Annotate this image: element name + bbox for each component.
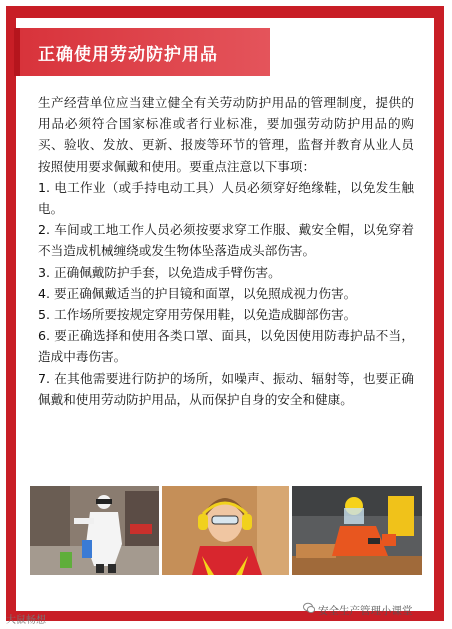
account-name: 安全生产管理小课堂 [318, 605, 413, 617]
list-item: 4. 要正确佩戴适当的护目镜和面罩，以免照成视力伤害。 [38, 285, 357, 301]
intro-paragraph: 生产经营单位应当建立健全有关劳动防护用品的管理制度，提供的用品必须符合国家标准或者行业标准，要加强劳动防护用品的购买、验收、发放、更新、报废等环节的管理，监督并教育从业人员按照使用要求佩戴和使用。要重点注意以下事项： [38, 95, 414, 174]
section-title-banner [14, 28, 270, 76]
photo-strip [30, 486, 422, 575]
list-item: 7. 在其他需要进行防护的场所，如噪声、振动、辐射等，也要正确佩戴和使用劳动防护用品，从而保护自身的安全和健康。 [38, 370, 414, 407]
list-item: 5. 工作场所要按规定穿用劳保用鞋，以免造成脚部伤害。 [38, 307, 357, 323]
list-item: 3. 正确佩戴防护手套，以免造成手臂伤害。 [38, 264, 281, 280]
article-body [38, 92, 414, 410]
watermark-text: 大鼠畅想 [6, 615, 46, 626]
photo-worker-earmuffs-goggles [162, 486, 289, 575]
photo-worker-protective-suit [30, 486, 159, 575]
wechat-icon [303, 602, 315, 614]
list-item: 2. 车间或工地工作人员必须按要求穿工作服、戴安全帽，以免穿着不当造成机械缠绕或发生物体坠落造成头部伤害。 [38, 222, 414, 259]
list-item: 6. 要正确选择和使用各类口罩、面具，以免因使用防毒护品不当，造成中毒伤害。 [38, 328, 414, 365]
photo-worker-face-shield [292, 486, 422, 575]
list-item: 1. 电工作业（或手持电动工具）人员必须穿好绝缘鞋，以免发生触电。 [38, 179, 414, 217]
page-title: 正确使用劳动防护用品 [38, 45, 218, 65]
